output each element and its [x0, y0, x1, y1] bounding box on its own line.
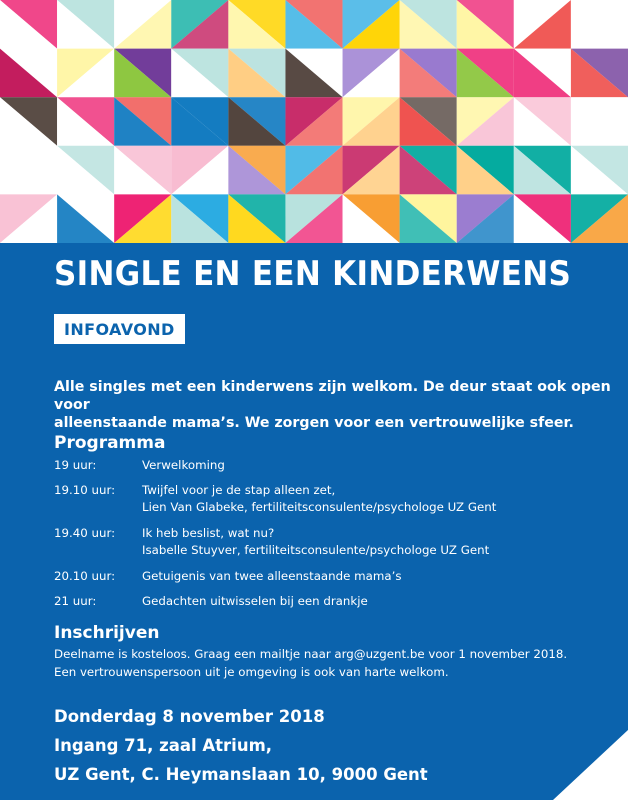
intro-text — [54, 378, 614, 432]
intro-line: Alle singles met een kinderwens zijn welkom. De deur staat ook open voor — [54, 379, 611, 413]
program-desc: Verwelkoming — [142, 458, 225, 472]
registration-text: Een vertrouwenspersoon uit je omgeving is ook van harte welkom. — [54, 665, 449, 679]
program-speaker: Isabelle Stuyver, fertiliteitsconsulente/psychologe UZ Gent — [142, 543, 490, 557]
program-desc: Getuigenis van twee alleenstaande mama’s — [142, 569, 402, 583]
event-location: Ingang 71, zaal Atrium, — [54, 736, 273, 755]
registration-text: Deelname is kosteloos. Graag een mailtje naar arg@uzgent.be voor 1 november 2018. — [54, 647, 568, 661]
program-desc: Gedachten uitwisselen bij een drankje — [142, 594, 368, 608]
program-speaker: Lien Van Glabeke, fertiliteitsconsulente/psychologe UZ Gent — [142, 500, 497, 514]
event-address: UZ Gent, C. Heymanslaan 10, 9000 Gent — [54, 765, 428, 784]
program-time: 19 uur: — [54, 458, 97, 472]
event-type-badge: INFOAVOND — [54, 314, 185, 344]
program-time: 21 uur: — [54, 594, 97, 608]
event-date: Donderdag 8 november 2018 — [54, 707, 325, 726]
geometric-triangle-pattern — [0, 0, 628, 243]
program-time: 20.10 uur: — [54, 569, 116, 583]
program-time: 19.40 uur: — [54, 526, 116, 540]
intro-line: alleenstaande mama’s. We zorgen voor een vertrouwelijke sfeer. — [54, 415, 574, 431]
info-panel — [0, 243, 628, 800]
program-desc: Ik heb beslist, wat nu? — [142, 526, 275, 540]
corner-triangle-decoration — [553, 730, 628, 800]
page-title: SINGLE EN EEN KINDERWENS — [54, 255, 572, 294]
registration-heading: Inschrijven — [54, 623, 160, 643]
program-heading: Programma — [54, 433, 166, 453]
program-desc: Twijfel voor je de stap alleen zet, — [142, 483, 336, 497]
program-time: 19.10 uur: — [54, 483, 116, 497]
